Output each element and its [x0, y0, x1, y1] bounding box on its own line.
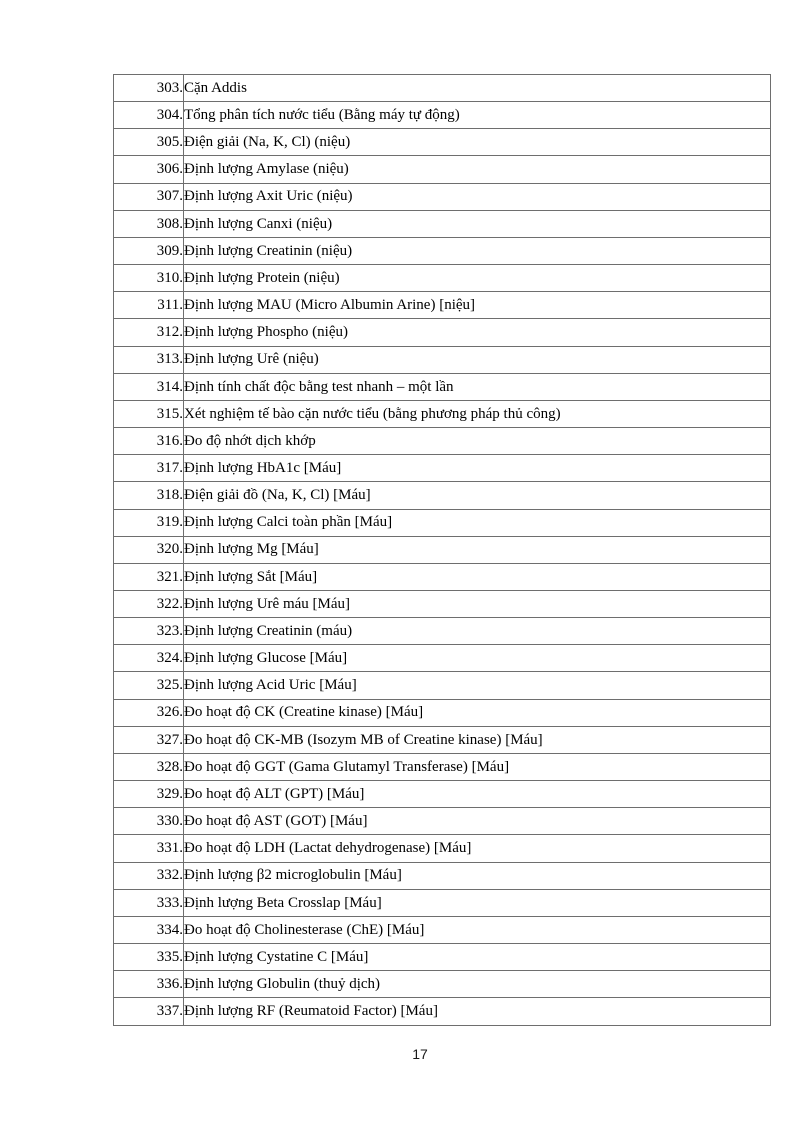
row-number: 306.	[114, 156, 184, 183]
table-row	[114, 183, 771, 210]
table-row	[114, 400, 771, 427]
test-name: Định lượng Creatinin (máu)	[184, 618, 771, 645]
test-name: Định lượng Glucose [Máu]	[184, 645, 771, 672]
test-name: Định lượng HbA1c [Máu]	[184, 455, 771, 482]
row-number: 314.	[114, 373, 184, 400]
table-row	[114, 292, 771, 319]
test-name: Định lượng MAU (Micro Albumin Arine) [niệu]	[184, 292, 771, 319]
test-name: Định lượng Acid Uric [Máu]	[184, 672, 771, 699]
table-row	[114, 482, 771, 509]
test-name: Định lượng Globulin (thuỷ dịch)	[184, 971, 771, 998]
row-number: 305.	[114, 129, 184, 156]
test-list-table	[113, 74, 771, 1026]
table-row	[114, 645, 771, 672]
table-row	[114, 210, 771, 237]
test-name: Định lượng β2 microglobulin [Máu]	[184, 862, 771, 889]
row-number: 332.	[114, 862, 184, 889]
row-number: 323.	[114, 618, 184, 645]
test-name: Định lượng Calci toàn phần [Máu]	[184, 509, 771, 536]
row-number: 304.	[114, 102, 184, 129]
test-name: Định lượng Beta Crosslap [Máu]	[184, 889, 771, 916]
test-name: Đo hoạt độ GGT (Gama Glutamyl Transferase) [Máu]	[184, 753, 771, 780]
test-name: Đo hoạt độ Cholinesterase (ChE) [Máu]	[184, 916, 771, 943]
table-row	[114, 536, 771, 563]
table-row	[114, 781, 771, 808]
test-table-body	[114, 75, 771, 1026]
row-number: 331.	[114, 835, 184, 862]
table-row	[114, 129, 771, 156]
test-name: Định lượng Creatinin (niệu)	[184, 237, 771, 264]
row-number: 310.	[114, 265, 184, 292]
page-number: 17	[412, 1046, 428, 1062]
row-number: 330.	[114, 808, 184, 835]
table-row	[114, 75, 771, 102]
row-number: 313.	[114, 346, 184, 373]
table-row	[114, 455, 771, 482]
row-number: 322.	[114, 590, 184, 617]
table-row	[114, 699, 771, 726]
test-name: Đo hoạt độ CK (Creatine kinase) [Máu]	[184, 699, 771, 726]
row-number: 325.	[114, 672, 184, 699]
row-number: 317.	[114, 455, 184, 482]
test-name: Xét nghiệm tế bào cặn nước tiểu (bằng phương pháp thủ công)	[184, 400, 771, 427]
test-name: Định lượng Amylase (niệu)	[184, 156, 771, 183]
row-number: 333.	[114, 889, 184, 916]
row-number: 326.	[114, 699, 184, 726]
row-number: 329.	[114, 781, 184, 808]
table-row	[114, 319, 771, 346]
row-number: 336.	[114, 971, 184, 998]
row-number: 307.	[114, 183, 184, 210]
row-number: 337.	[114, 998, 184, 1026]
test-name: Định lượng RF (Reumatoid Factor) [Máu]	[184, 998, 771, 1026]
table-row	[114, 672, 771, 699]
test-name: Định lượng Phospho (niệu)	[184, 319, 771, 346]
test-name: Định lượng Protein (niệu)	[184, 265, 771, 292]
table-row	[114, 726, 771, 753]
row-number: 319.	[114, 509, 184, 536]
row-number: 316.	[114, 428, 184, 455]
table-row	[114, 808, 771, 835]
row-number: 321.	[114, 563, 184, 590]
row-number: 303.	[114, 75, 184, 102]
row-number: 327.	[114, 726, 184, 753]
test-name: Điện giải (Na, K, Cl) (niệu)	[184, 129, 771, 156]
test-name: Định lượng Urê (niệu)	[184, 346, 771, 373]
table-row	[114, 373, 771, 400]
test-name: Định lượng Canxi (niệu)	[184, 210, 771, 237]
table-row	[114, 428, 771, 455]
test-name: Điện giải đồ (Na, K, Cl) [Máu]	[184, 482, 771, 509]
row-number: 315.	[114, 400, 184, 427]
test-name: Đo độ nhớt dịch khớp	[184, 428, 771, 455]
row-number: 320.	[114, 536, 184, 563]
table-row	[114, 265, 771, 292]
table-row	[114, 835, 771, 862]
test-name: Định lượng Urê máu [Máu]	[184, 590, 771, 617]
test-name: Định lượng Cystatine C [Máu]	[184, 944, 771, 971]
table-row	[114, 346, 771, 373]
row-number: 318.	[114, 482, 184, 509]
row-number: 334.	[114, 916, 184, 943]
test-name: Đo hoạt độ ALT (GPT) [Máu]	[184, 781, 771, 808]
table-row	[114, 971, 771, 998]
test-name: Tổng phân tích nước tiểu (Bằng máy tự động)	[184, 102, 771, 129]
row-number: 324.	[114, 645, 184, 672]
row-number: 328.	[114, 753, 184, 780]
row-number: 311.	[114, 292, 184, 319]
table-row	[114, 889, 771, 916]
test-name: Cặn Addis	[184, 75, 771, 102]
row-number: 309.	[114, 237, 184, 264]
test-name: Định tính chất độc bằng test nhanh – một lần	[184, 373, 771, 400]
test-name: Định lượng Mg [Máu]	[184, 536, 771, 563]
row-number: 312.	[114, 319, 184, 346]
table-row	[114, 156, 771, 183]
table-row	[114, 563, 771, 590]
test-name: Đo hoạt độ AST (GOT) [Máu]	[184, 808, 771, 835]
table-row	[114, 862, 771, 889]
test-name: Định lượng Sắt [Máu]	[184, 563, 771, 590]
test-name: Đo hoạt độ CK-MB (Isozym MB of Creatine kinase) [Máu]	[184, 726, 771, 753]
table-row	[114, 916, 771, 943]
table-row	[114, 944, 771, 971]
table-row	[114, 618, 771, 645]
test-name: Đo hoạt độ LDH (Lactat dehydrogenase) [Máu]	[184, 835, 771, 862]
table-row	[114, 102, 771, 129]
table-row	[114, 590, 771, 617]
table-row	[114, 998, 771, 1026]
test-name: Định lượng Axit Uric (niệu)	[184, 183, 771, 210]
table-row	[114, 753, 771, 780]
table-row	[114, 237, 771, 264]
table-row	[114, 509, 771, 536]
row-number: 308.	[114, 210, 184, 237]
row-number: 335.	[114, 944, 184, 971]
